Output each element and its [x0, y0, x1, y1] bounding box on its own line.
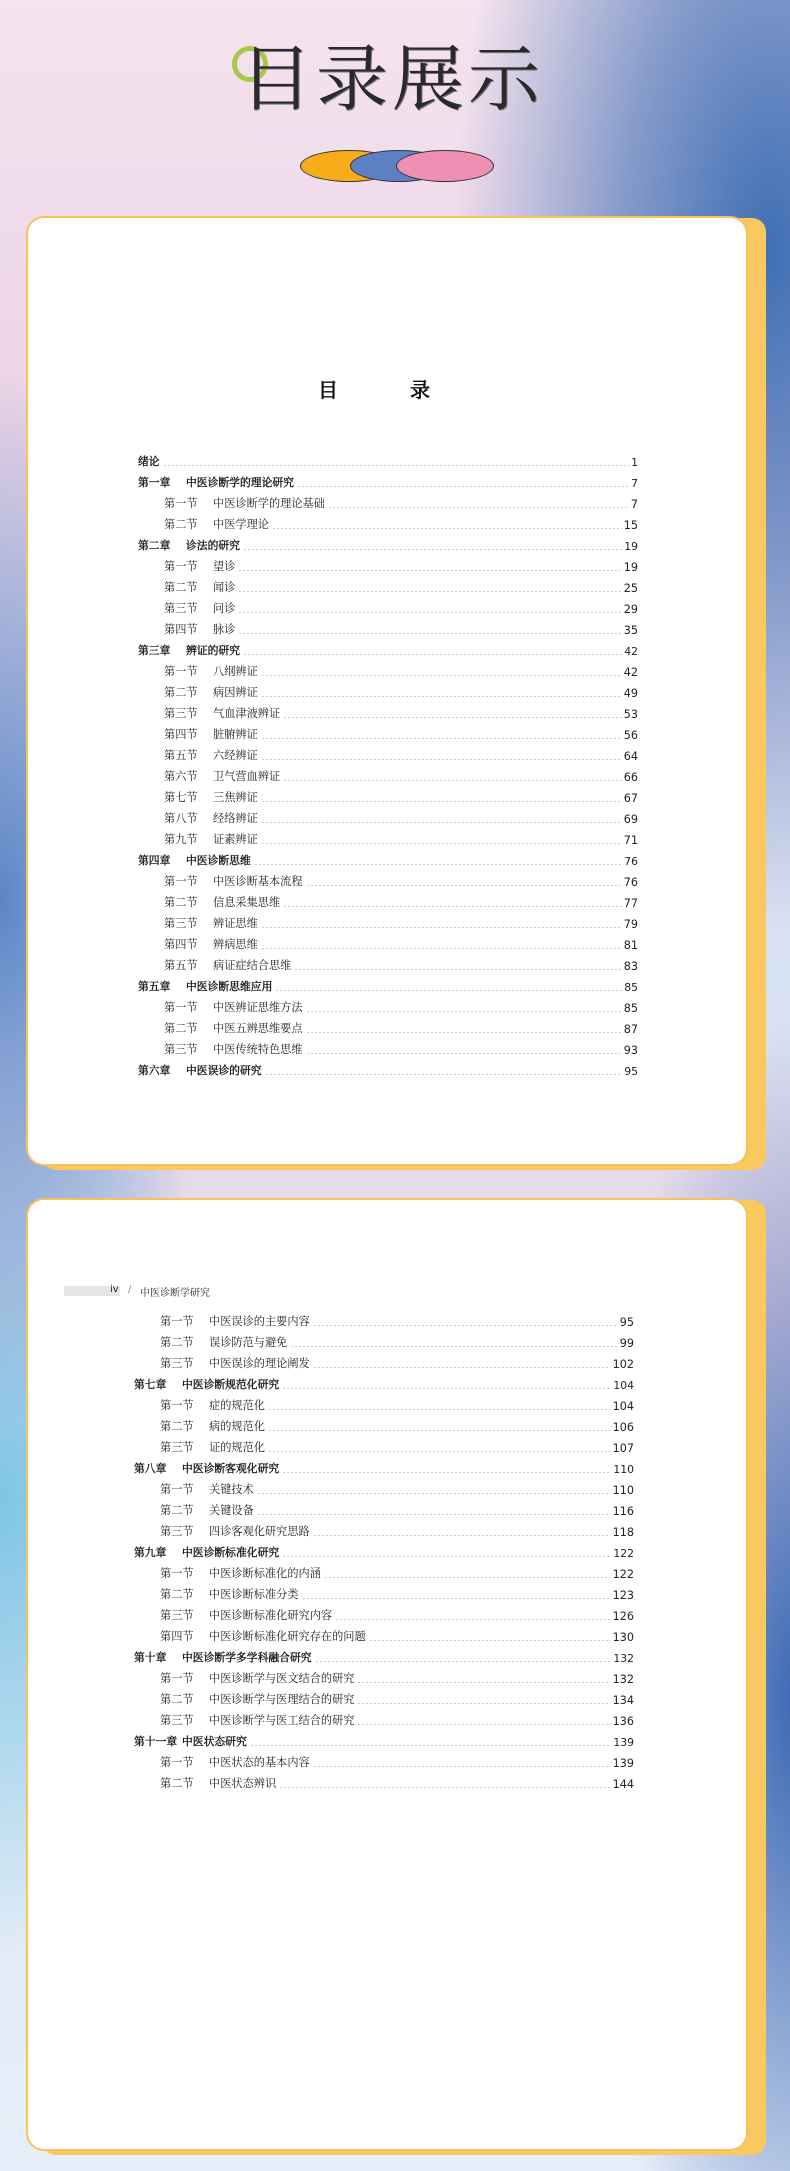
- toc-entry-number: 第六章: [138, 1064, 171, 1077]
- toc-section-row: [138, 952, 638, 973]
- toc-entry-label: 病证症结合思维: [213, 959, 292, 972]
- toc-entry-label: 中医诊断学与医理结合的研究: [209, 1693, 355, 1706]
- toc-entry-label: 中医状态辨识: [209, 1777, 277, 1790]
- running-head-separator: /: [128, 1284, 132, 1295]
- toc-leader-dots: [290, 1346, 617, 1347]
- page-header: [0, 0, 790, 210]
- toc-entry-number: 第三节: [160, 1714, 194, 1727]
- toc-page-2-card: [28, 1200, 762, 2155]
- toc-entry-label: 病的规范化: [209, 1420, 265, 1433]
- toc-chapter-row: [138, 847, 638, 868]
- toc-leader-dots: [282, 1472, 611, 1473]
- toc-entry-label: 辨证的研究: [186, 644, 240, 657]
- toc-entry-page: 136: [612, 1715, 634, 1728]
- toc-entry-page: 15: [623, 519, 638, 532]
- toc-entry-page: 85: [623, 1002, 638, 1015]
- toc-entry-label: 辨病思维: [213, 938, 258, 951]
- toc-chapter-row: [134, 1371, 634, 1392]
- toc-leader-dots: [306, 1032, 622, 1033]
- toc-entry-page: 110: [612, 1484, 634, 1497]
- toc-entry-page: 7: [630, 498, 638, 511]
- toc-entry-label: 中医误诊的理论阐发: [209, 1357, 310, 1370]
- toc-section-row: [134, 1560, 634, 1581]
- toc-entry-number: 第一节: [164, 560, 198, 573]
- toc-entry-number: 第九节: [164, 833, 198, 846]
- toc-entry-page: 69: [623, 813, 638, 826]
- toc-section-row: [138, 616, 638, 637]
- toc-entry-page: 95: [624, 1065, 638, 1078]
- toc-entry-number: 第八节: [164, 812, 198, 825]
- toc-entry-label: 六经辨证: [213, 749, 258, 762]
- toc-leader-dots: [268, 1451, 611, 1452]
- toc-leader-dots: [294, 969, 621, 970]
- toc-entry-page: 102: [612, 1358, 634, 1371]
- toc-section-row: [134, 1707, 634, 1728]
- toc-section-row: [138, 868, 638, 889]
- toc-entry-label: 诊法的研究: [186, 539, 240, 552]
- toc-entry-page: 53: [623, 708, 638, 721]
- toc-entry-number: 第五节: [164, 959, 198, 972]
- toc-section-row: [134, 1602, 634, 1623]
- toc-leader-dots: [272, 528, 622, 529]
- toc-entry-label: 证的规范化: [209, 1441, 265, 1454]
- book-title: 中医诊断学研究: [140, 1288, 210, 1299]
- toc-section-row: [138, 784, 638, 805]
- toc-entry-number: 第四节: [164, 728, 198, 741]
- toc-entry-page: 29: [623, 603, 638, 616]
- toc-section-row: [134, 1749, 634, 1770]
- toc-entry-label: 中医诊断学的理论基础: [213, 497, 325, 510]
- toc-entry-label: 中医诊断学与医工结合的研究: [209, 1714, 355, 1727]
- toc-entry-label: 中医诊断标准化研究: [182, 1546, 280, 1559]
- toc-section-row: [134, 1413, 634, 1434]
- toc-entry-page: 116: [612, 1505, 634, 1518]
- toc-entry-label: 中医诊断思维应用: [186, 980, 273, 993]
- toc-leader-dots: [261, 675, 622, 676]
- toc-chapter-row: [138, 1057, 638, 1078]
- toc-entry-label: 误诊防范与避免: [209, 1336, 288, 1349]
- toc-leader-dots: [313, 1367, 611, 1368]
- toc-section-row: [134, 1329, 634, 1350]
- toc-leader-dots: [357, 1724, 610, 1725]
- toc-entry-page: 64: [623, 750, 638, 763]
- toc-leader-dots: [283, 717, 622, 718]
- toc-entry-label: 气血津液辨证: [213, 707, 281, 720]
- toc-entry-page: 76: [624, 855, 638, 868]
- toc-leader-dots: [261, 822, 622, 823]
- toc-section-row: [134, 1308, 634, 1329]
- toc-entry-page: 132: [613, 1652, 634, 1665]
- toc-leader-dots: [238, 570, 621, 571]
- toc-entry-label: 辨证思维: [213, 917, 258, 930]
- toc-entry-page: 85: [624, 981, 638, 994]
- toc-entry-page: 79: [623, 918, 638, 931]
- toc-section-row: [138, 826, 638, 847]
- toc-entry-label: 中医辨证思维方法: [213, 1001, 303, 1014]
- toc-chapter-row: [138, 637, 638, 658]
- toc-section-row: [134, 1497, 634, 1518]
- toc-entry-label: 卫气营血辨证: [213, 770, 281, 783]
- toc-entry-label: 脉诊: [213, 623, 236, 636]
- toc-entry-number: 第一节: [164, 497, 198, 510]
- toc-entry-label: 中医诊断基本流程: [213, 875, 303, 888]
- toc-entry-label: 症的规范化: [209, 1399, 265, 1412]
- toc-entry-label: 中医传统特色思维: [213, 1043, 303, 1056]
- toc-leader-dots: [261, 801, 622, 802]
- toc-leader-dots: [238, 612, 621, 613]
- toc-leader-dots: [261, 738, 622, 739]
- toc-entry-label: 中医诊断学的理论研究: [186, 476, 294, 489]
- toc-chapter-row: [134, 1728, 634, 1749]
- toc-entry-label: 病因辨证: [213, 686, 258, 699]
- toc-entry-number: 第三节: [164, 1043, 198, 1056]
- toc-chapter-row: [138, 448, 638, 469]
- toc-leader-dots: [369, 1640, 611, 1641]
- toc-entry-label: 信息采集思维: [213, 896, 281, 909]
- toc-entry-label: 中医状态的基本内容: [209, 1756, 310, 1769]
- toc-entry-number: 第九章: [134, 1546, 167, 1559]
- toc-entry-page: 110: [613, 1463, 634, 1476]
- toc-section-row: [138, 574, 638, 595]
- toc-entry-number: 第一节: [160, 1672, 194, 1685]
- toc-leader-dots: [302, 1598, 611, 1599]
- toc-entry-page: 106: [612, 1421, 634, 1434]
- toc-entry-page: 25: [623, 582, 638, 595]
- toc-section-row: [138, 994, 638, 1015]
- toc-entry-page: 93: [623, 1044, 638, 1057]
- toc-entry-number: 第五节: [164, 749, 198, 762]
- toc-leader-dots: [282, 1388, 611, 1389]
- toc-entry-label: 脏腑辨证: [213, 728, 258, 741]
- toc-entry-page: 130: [612, 1631, 634, 1644]
- toc-entry-page: 104: [613, 1379, 634, 1392]
- toc-entry-label: 四诊客观化研究思路: [209, 1525, 310, 1538]
- toc-entry-label: 证素辨证: [213, 833, 258, 846]
- toc-leader-dots: [313, 1766, 611, 1767]
- toc-entry-label: 绪论: [138, 455, 160, 468]
- toc-entry-label: 中医诊断学多学科融合研究: [182, 1651, 312, 1664]
- toc-entry-number: 第三节: [164, 917, 198, 930]
- running-head: [64, 1284, 304, 1298]
- toc-entry-number: 第三节: [160, 1525, 194, 1538]
- toc-entry-page: 122: [612, 1568, 634, 1581]
- toc-leader-dots: [306, 885, 622, 886]
- toc-leader-dots: [261, 948, 622, 949]
- toc-section-row: [134, 1665, 634, 1686]
- toc-entry-page: 134: [612, 1694, 634, 1707]
- toc-entry-page: 144: [612, 1778, 634, 1791]
- toc-leader-dots: [324, 1577, 611, 1578]
- toc-leader-dots: [313, 1535, 611, 1536]
- toc-entry-number: 第二节: [164, 581, 198, 594]
- toc-entry-number: 第四章: [138, 854, 171, 867]
- toc-leader-dots: [257, 1514, 611, 1515]
- toc-page-2: [28, 1200, 746, 2149]
- toc-leader-dots: [306, 1053, 622, 1054]
- toc-entry-label: 闻诊: [213, 581, 236, 594]
- toc-chapter-row: [138, 973, 638, 994]
- toc-entry-page: 67: [623, 792, 638, 805]
- toc-chapter-row: [138, 469, 638, 490]
- toc-section-row: [138, 553, 638, 574]
- toc-section-row: [134, 1518, 634, 1539]
- toc-chapter-row: [134, 1539, 634, 1560]
- toc-leader-dots: [243, 654, 622, 655]
- toc-leader-dots: [261, 696, 622, 697]
- toc-section-row: [138, 490, 638, 511]
- toc-entry-label: 中医诊断标准分类: [209, 1588, 299, 1601]
- toc-entry-label: 中医诊断学与医文结合的研究: [209, 1672, 355, 1685]
- toc-entry-page: 66: [623, 771, 638, 784]
- toc-entry-label: 经络辨证: [213, 812, 258, 825]
- toc-leader-dots: [243, 549, 622, 550]
- toc-entry-page: 1: [631, 456, 638, 469]
- toc-entry-label: 中医诊断客观化研究: [182, 1462, 280, 1475]
- toc-leader-dots: [261, 927, 622, 928]
- toc-section-row: [138, 595, 638, 616]
- toc-entry-page: 35: [623, 624, 638, 637]
- toc-section-row: [134, 1350, 634, 1371]
- toc-chapter-row: [134, 1455, 634, 1476]
- toc-entry-page: 104: [612, 1400, 634, 1413]
- toc-leader-dots: [283, 906, 622, 907]
- toc-entry-number: 第二节: [160, 1336, 194, 1349]
- oval-pink: [396, 150, 494, 182]
- toc-entry-page: 107: [612, 1442, 634, 1455]
- toc-leader-dots: [268, 1409, 611, 1410]
- toc-entry-number: 第一节: [160, 1483, 194, 1496]
- toc-leader-dots: [357, 1682, 610, 1683]
- toc-leader-dots: [238, 591, 621, 592]
- toc-entry-page: 42: [623, 666, 638, 679]
- toc-section-row: [138, 679, 638, 700]
- oval-decoration: [300, 150, 500, 184]
- toc-entry-number: 第二节: [160, 1693, 194, 1706]
- toc-entry-number: 第一节: [160, 1756, 194, 1769]
- toc-entry-page: 76: [623, 876, 638, 889]
- toc-leader-dots: [238, 633, 621, 634]
- toc-entry-number: 第三章: [138, 644, 171, 657]
- toc-section-row: [138, 910, 638, 931]
- toc-title: 目 录: [318, 378, 456, 402]
- toc-leader-dots: [328, 507, 629, 508]
- toc-entry-number: 第四节: [160, 1630, 194, 1643]
- toc-entry-page: 19: [624, 540, 638, 553]
- toc-section-row: [138, 1015, 638, 1036]
- toc-entry-number: 第三节: [160, 1441, 194, 1454]
- toc-leader-dots: [313, 1325, 618, 1326]
- toc-leader-dots: [283, 780, 622, 781]
- toc-entry-label: 中医误诊的研究: [186, 1064, 262, 1077]
- toc-entry-page: 126: [612, 1610, 634, 1623]
- toc-entry-number: 第四节: [164, 938, 198, 951]
- toc-entry-number: 第二章: [138, 539, 171, 552]
- toc-entry-label: 望诊: [213, 560, 236, 573]
- toc-entry-number: 第一节: [164, 665, 198, 678]
- toc-entry-label: 关键技术: [209, 1483, 254, 1496]
- toc-entry-number: 第二节: [160, 1777, 194, 1790]
- toc-section-row: [138, 931, 638, 952]
- toc-leader-dots: [254, 864, 622, 865]
- toc-section-row: [134, 1392, 634, 1413]
- toc-leader-dots: [163, 465, 630, 466]
- toc-section-row: [134, 1476, 634, 1497]
- toc-entry-page: 122: [613, 1547, 634, 1560]
- toc-entry-number: 第三节: [160, 1357, 194, 1370]
- toc-entry-label: 中医学理论: [213, 518, 269, 531]
- toc-entry-page: 7: [631, 477, 638, 490]
- toc-entry-page: 81: [623, 939, 638, 952]
- toc-entry-label: 问诊: [213, 602, 236, 615]
- toc-entry-page: 42: [624, 645, 638, 658]
- toc-entry-label: 中医诊断思维: [186, 854, 251, 867]
- toc-entry-number: 第二节: [164, 1022, 198, 1035]
- toc-entry-number: 第一节: [160, 1399, 194, 1412]
- page-number-roman: iv: [110, 1284, 119, 1295]
- toc-entry-page: 132: [612, 1673, 634, 1686]
- toc-entry-page: 118: [612, 1526, 634, 1539]
- toc-section-row: [138, 763, 638, 784]
- toc-entry-label: 中医诊断标准化研究存在的问题: [209, 1630, 366, 1643]
- toc-section-row: [138, 511, 638, 532]
- toc-leader-dots: [275, 990, 622, 991]
- toc-entry-page: 71: [623, 834, 638, 847]
- toc-leader-dots: [261, 843, 622, 844]
- toc-entry-page: 87: [623, 1023, 638, 1036]
- toc-section-row: [134, 1770, 634, 1791]
- toc-section-row: [138, 721, 638, 742]
- toc-leader-dots: [335, 1619, 611, 1620]
- toc-entry-number: 第二节: [164, 518, 198, 531]
- toc-entry-number: 第十一章: [134, 1735, 178, 1748]
- toc-entry-number: 第二节: [160, 1504, 194, 1517]
- toc-entry-number: 第三节: [164, 707, 198, 720]
- toc-leader-dots: [268, 1430, 611, 1431]
- toc-entry-label: 关键设备: [209, 1504, 254, 1517]
- toc-entry-label: 中医诊断标准化研究内容: [209, 1609, 333, 1622]
- toc-section-row: [134, 1623, 634, 1644]
- toc-section-row: [134, 1686, 634, 1707]
- toc-entry-page: 19: [623, 561, 638, 574]
- toc-entry-label: 中医诊断标准化的内涵: [209, 1567, 321, 1580]
- toc-entry-number: 第一章: [138, 476, 171, 489]
- toc-section-row: [138, 742, 638, 763]
- toc-leader-dots: [265, 1074, 623, 1075]
- toc-entry-page: 49: [623, 687, 638, 700]
- page-title: 目录展示: [240, 37, 545, 121]
- toc-leader-dots: [282, 1556, 611, 1557]
- toc-entry-number: 第一节: [160, 1315, 194, 1328]
- toc-entry-label: 中医诊断规范化研究: [182, 1378, 280, 1391]
- toc-section-row: [134, 1581, 634, 1602]
- toc-leader-dots: [357, 1703, 610, 1704]
- toc-entry-number: 第十章: [134, 1651, 167, 1664]
- toc-entry-page: 83: [623, 960, 638, 973]
- toc-entry-number: 第一节: [164, 1001, 198, 1014]
- toc-entry-number: 第三节: [164, 602, 198, 615]
- toc-chapter-row: [134, 1644, 634, 1665]
- toc-chapter-row: [138, 532, 638, 553]
- toc-entry-label: 中医状态研究: [182, 1735, 247, 1748]
- toc-section-row: [138, 700, 638, 721]
- toc-entry-number: 第二节: [164, 896, 198, 909]
- toc-section-row: [138, 1036, 638, 1057]
- toc-entry-number: 第二节: [164, 686, 198, 699]
- toc-entry-number: 第六节: [164, 770, 198, 783]
- toc-entry-number: 第一节: [164, 875, 198, 888]
- toc-leader-dots: [315, 1661, 612, 1662]
- toc-entry-number: 第二节: [160, 1588, 194, 1601]
- toc-section-row: [138, 658, 638, 679]
- toc-entry-page: 77: [623, 897, 638, 910]
- toc-leader-dots: [261, 759, 622, 760]
- toc-entry-number: 第二节: [160, 1420, 194, 1433]
- toc-list-1: [138, 448, 638, 1078]
- toc-entry-label: 中医误诊的主要内容: [209, 1315, 310, 1328]
- toc-section-row: [138, 805, 638, 826]
- toc-entry-number: 第七节: [164, 791, 198, 804]
- toc-entry-number: 第一节: [160, 1567, 194, 1580]
- toc-entry-number: 第七章: [134, 1378, 167, 1391]
- toc-list-2: [134, 1308, 634, 1791]
- toc-entry-label: 三焦辨证: [213, 791, 258, 804]
- toc-leader-dots: [257, 1493, 611, 1494]
- toc-section-row: [134, 1434, 634, 1455]
- toc-entry-page: 56: [623, 729, 638, 742]
- toc-page-1: [28, 218, 746, 1164]
- toc-entry-number: 第五章: [138, 980, 171, 993]
- toc-entry-page: 139: [612, 1757, 634, 1770]
- toc-entry-page: 139: [613, 1736, 634, 1749]
- toc-entry-page: 99: [619, 1337, 634, 1350]
- toc-entry-label: 中医五辨思维要点: [213, 1022, 303, 1035]
- toc-entry-page: 123: [612, 1589, 634, 1602]
- toc-entry-page: 95: [619, 1316, 634, 1329]
- toc-leader-dots: [297, 486, 629, 487]
- toc-entry-number: 第八章: [134, 1462, 167, 1475]
- toc-entry-number: 第三节: [160, 1609, 194, 1622]
- toc-leader-dots: [250, 1745, 612, 1746]
- toc-section-row: [138, 889, 638, 910]
- toc-leader-dots: [279, 1787, 611, 1788]
- toc-leader-dots: [306, 1011, 622, 1012]
- toc-entry-label: 八纲辨证: [213, 665, 258, 678]
- toc-page-1-card: [28, 218, 762, 1170]
- toc-entry-number: 第四节: [164, 623, 198, 636]
